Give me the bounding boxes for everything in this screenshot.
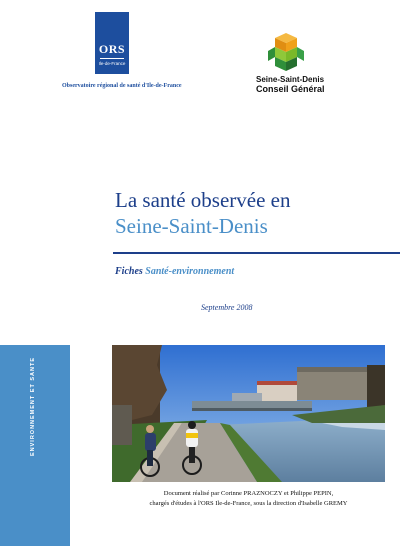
publication-date: Septembre 2008 [201, 303, 253, 312]
caption-line1: Document réalisé par Corinne PRAZNOCZY et Philippe PEPIN, [163, 490, 334, 497]
cover-photo [112, 345, 385, 482]
series-label-word1: Fiches [115, 266, 143, 277]
ors-subtitle: Observatoire régional de santé d'Ile-de-France [62, 83, 182, 89]
title-divider [113, 252, 400, 254]
seine-saint-denis-emblem-icon [266, 32, 306, 72]
page-title-line2: Seine-Saint-Denis [115, 214, 268, 238]
caption-line2: chargés d'études à l'ORS Ile-de-France, sous la direction d'Isabelle GREMY [149, 500, 348, 507]
page-title-line1: La santé observée en [115, 188, 291, 212]
ors-logo-rule [100, 58, 124, 59]
partner-name-line2: Conseil Général [256, 84, 325, 94]
ors-logo-name: ORS [98, 42, 126, 56]
ors-logo-region: Ile-de-France [98, 61, 126, 66]
series-label-word2: Santé-environnement [145, 266, 235, 277]
series-label [115, 266, 234, 277]
ors-logo [95, 12, 129, 74]
side-band-text: ENVIRONNEMENT ET SANTE [30, 357, 36, 457]
partner-name-line1: Seine-Saint-Denis [256, 75, 325, 84]
side-band [0, 345, 70, 546]
